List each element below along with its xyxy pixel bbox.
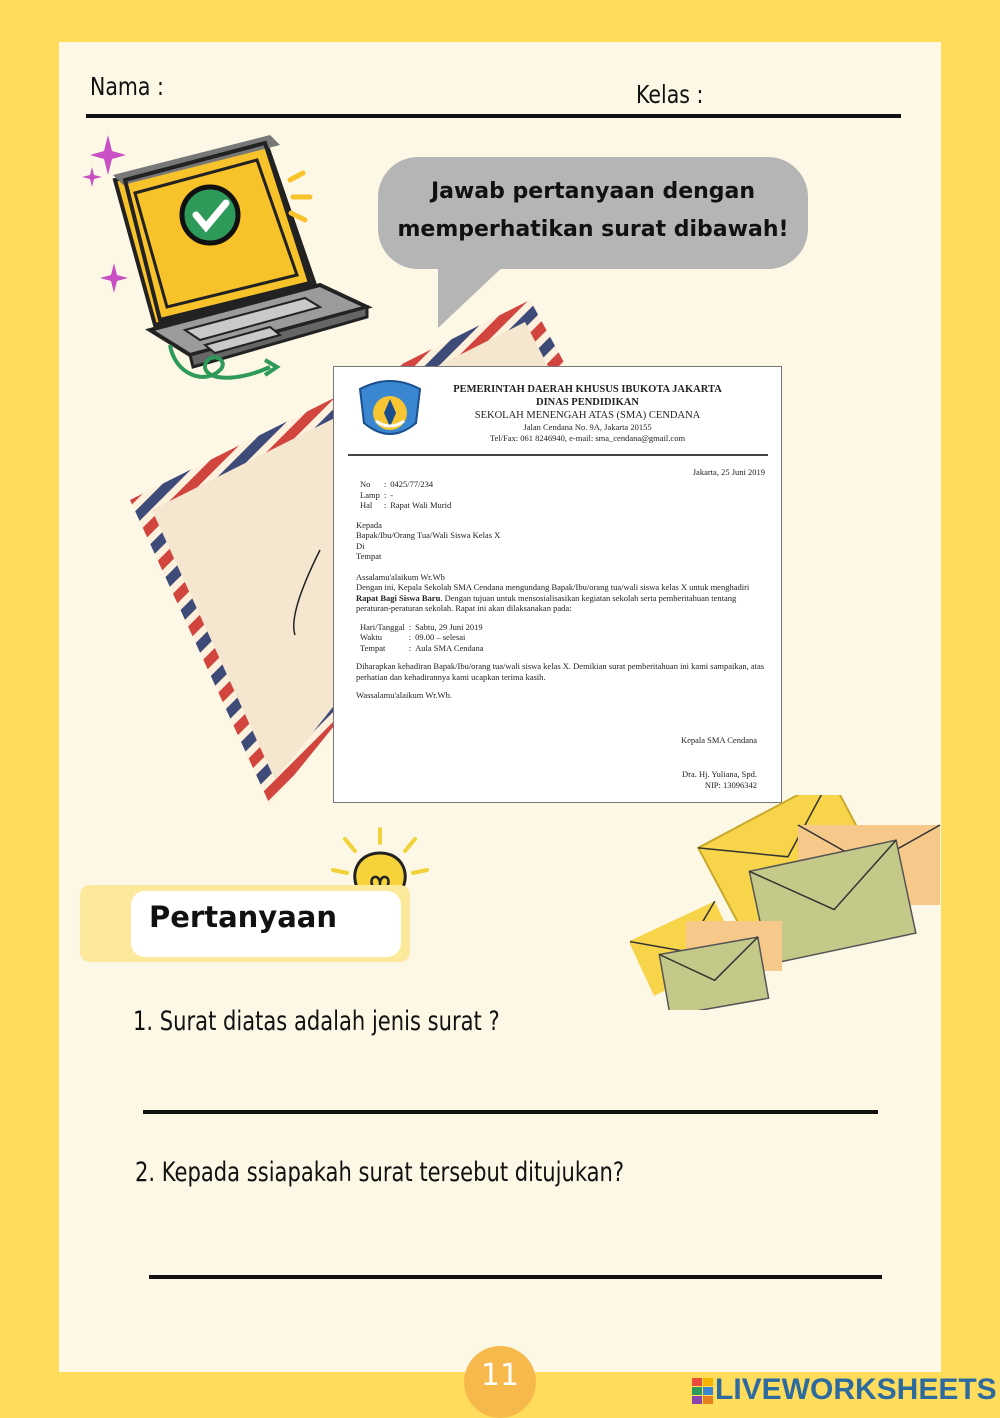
schedule-row: Waktu : 09.00 – selesai [360, 632, 466, 642]
letter-meta [360, 479, 455, 511]
kelas-label: Kelas : [636, 80, 704, 109]
brand-name[interactable]: LIVEWORKSHEETS [715, 1373, 997, 1406]
letter-head-2: DINAS PENDIDIKAN [536, 397, 639, 408]
schedule-row: Hari/Tanggal : Sabtu, 29 Juni 2019 [360, 621, 483, 632]
recipient-line: Bapak/Ibu/Orang Tua/Wali Siswa Kelas X [356, 530, 501, 540]
letterhead-rule [348, 454, 768, 456]
question-2: 2. Kepada ssiapakah surat tersebut ditujukan? [135, 1157, 625, 1188]
signature-name: Dra. Hj. Yuliana, Spd. NIP: 13096342 [682, 769, 757, 790]
meta-row: Lamp : - [360, 489, 394, 500]
instruction-bubble [378, 157, 808, 269]
nama-label: Nama : [90, 72, 164, 101]
page-number: 11 [480, 1358, 520, 1393]
answer-line-1[interactable] [143, 1110, 878, 1114]
letter-date: Jakarta, 25 Juni 2019 [692, 467, 765, 477]
letter-closing: Wassalamu'alaikum Wr.Wb. [356, 690, 452, 700]
letter-contact: Tel/Fax: 061 8246940, e-mail: sma_cendana@gmail.com [489, 433, 686, 443]
letter-address: Jalan Cendana No. 9A, Jakarta 20155 [523, 422, 652, 432]
schedule-row: Tempat : Aula SMA Cendana [360, 642, 484, 653]
liveworksheets-logo-icon [692, 1378, 714, 1406]
letter-paragraph-2: Diharapkan kehadiran Bapak/Ibu/orang tua/wali siswa kelas X. Demikian surat pemberitahuan ini kami sampaikan, atas perhatian dan kehadirannya kami ucapkan terima kasih. [356, 661, 765, 682]
school-letter [333, 366, 782, 803]
recipient-line: Tempat [356, 551, 382, 561]
letter-greeting: Assalamu'alaikum Wr.Wb [356, 571, 445, 582]
section-title: Pertanyaan [149, 900, 337, 934]
question-1: 1. Surat diatas adalah jenis surat ? [133, 1006, 500, 1037]
instruction-line-1: Jawab pertanyaan dengan [430, 179, 756, 204]
letter-head-1: PEMERINTAH DAERAH KHUSUS IBUKOTA JAKARTA [453, 384, 722, 395]
letter-schedule [360, 622, 488, 654]
answer-line-2[interactable] [149, 1275, 882, 1279]
recipient-line: Di [356, 540, 365, 551]
letter-head-3: SEKOLAH MENENGAH ATAS (SMA) CENDANA [474, 410, 701, 421]
meta-row: Hal : Rapat Wali Murid [360, 500, 452, 510]
recipient-line: Kepada [356, 519, 382, 530]
signature-title: Kepala SMA Cendana [680, 735, 757, 745]
meta-row: No : 0425/77/234 [360, 479, 434, 489]
envelope-icon [630, 795, 942, 1010]
name-class-line [86, 114, 901, 118]
instruction-line-2: memperhatikan surat dibawah! [397, 217, 789, 242]
letter-paragraph-1: Dengan ini, Kepala Sekolah SMA Cendana mengundang Bapak/Ibu/orang tua/wali siswa kelas X untuk menghadiri Rapat Bagi Siswa Baru. Dengan tujuan untuk mensosialisasikan kegiatan sekolah serta pemberitahuan tentang peraturan-peraturan sekolah. Rapat ini akan dilaksanakan pada: [356, 582, 750, 613]
